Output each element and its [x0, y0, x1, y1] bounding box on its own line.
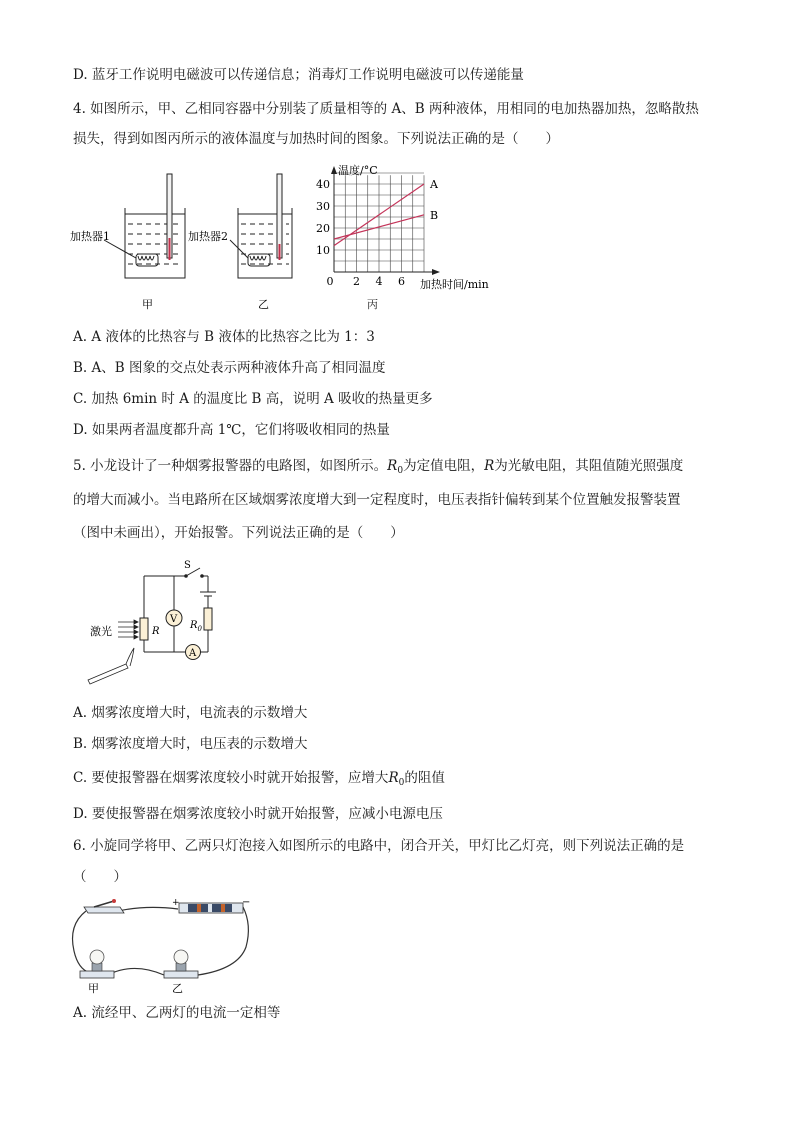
q5-circuit-figure [82, 556, 252, 686]
q5-stem-part-b: 为定值电阻， [403, 458, 485, 474]
chart-axes [331, 166, 440, 275]
x-tick-label: 6 [398, 275, 405, 288]
q5-option-c-subscript: 0 [398, 778, 405, 788]
q4-option-d: D. 如果两者温度都升高 1℃，它们将吸收相同的热量 [73, 422, 390, 438]
y-tick-label: 10 [316, 244, 330, 257]
switch-contact [200, 574, 204, 578]
laser-arrows [118, 620, 138, 639]
q5-stem-part-a: 5. 小龙设计了一种烟雾报警器的电路图，如图所示。 [73, 458, 388, 474]
resistor-r0 [204, 608, 212, 630]
beaker-yi [230, 174, 292, 278]
voltmeter-label: V [170, 614, 178, 625]
q5-stem-line3: （图中未画出），开始报警。下列说法正确的是（ ） [73, 525, 404, 541]
switch-label: S [184, 560, 191, 571]
y-axis-arrow [331, 166, 337, 174]
battery-minus-label: − [242, 897, 251, 908]
x-axis-arrow [432, 269, 440, 275]
q6-stem-line1: 6. 小旋同学将甲、乙两只灯泡接入如图所示的电路中，闭合开关，甲灯比乙灯亮，则下列说法正确的是 [73, 838, 685, 854]
q5-option-c-part-a: C. 要使报警器在烟雾浓度较小时就开始报警，应增大 [73, 770, 389, 786]
lamp-jia-label: 甲 [88, 982, 99, 995]
bulb-yi-icon [174, 950, 188, 964]
lamp-jia [80, 950, 114, 978]
y-tick-label: 20 [316, 222, 330, 235]
q5-stem-part-c: 为光敏电阻，其阻值随光照强度 [494, 458, 684, 474]
y-tick-label: 30 [316, 200, 330, 213]
series-label-A: A [430, 178, 438, 191]
beaker-jia [104, 174, 185, 278]
q5-option-c-part-b: 的阻值 [404, 770, 445, 786]
q4-stem-line1: 4. 如图所示，甲、乙相同容器中分别装了质量相等的 A、B 两种液体，用相同的电加热器加热，忽略散热 [73, 101, 699, 117]
heater2-label: 加热器2 [188, 230, 228, 243]
q4-stem-line2: 损失，得到如图丙所示的液体温度与加热时间的图象。下列说法正确的是（ ） [73, 131, 559, 147]
q4-option-c: C. 加热 6min 时 A 的温度比 B 高，说明 A 吸收的热量更多 [73, 391, 433, 407]
q5-r0-symbol: R [387, 458, 398, 474]
q5-option-c-symbol: R [388, 770, 399, 786]
battery-holder [179, 903, 243, 913]
heater1-label: 加热器1 [70, 230, 110, 243]
y-tick-label: 40 [316, 178, 330, 191]
switch-pivot [184, 574, 188, 578]
q4-option-a: A. A 液体的比热容与 B 液体的比热容之比为 1：3 [73, 329, 375, 345]
resistor-r [140, 618, 148, 640]
series-label-B: B [430, 208, 439, 222]
laser-label: 激光 [90, 625, 112, 638]
q6-circuit-figure [66, 895, 256, 995]
chart-series [334, 178, 439, 246]
chart-x-label: 加热时间/min [420, 278, 489, 291]
q4-option-b: B. A、B 图象的交点处表示两种液体升高了相同温度 [73, 360, 386, 376]
r-label: R [152, 626, 160, 637]
caption-bing: 丙 [367, 298, 378, 311]
lamp-yi-label: 乙 [172, 982, 183, 995]
battery-plus-label: + [172, 898, 180, 908]
q6-stem-line2: （ ） [73, 869, 127, 885]
x-tick-label: 4 [375, 275, 383, 288]
q5-stem-line1 [73, 457, 683, 480]
q5-r0-subscript: 0 [397, 466, 404, 476]
q5-option-c [73, 769, 445, 792]
q4-beakers-figure [70, 168, 300, 318]
cigarette-icon [88, 648, 134, 684]
caption-jia: 甲 [142, 298, 153, 311]
switch-knob-icon [112, 899, 116, 903]
q6-option-a: A. 流经甲、乙两灯的电流一定相等 [73, 1005, 281, 1021]
lamp-yi [164, 950, 198, 978]
chart-y-label: 温度/°C [338, 164, 378, 177]
chart-grid [334, 173, 424, 272]
knife-switch [84, 899, 124, 913]
q5-r-symbol: R [484, 458, 495, 474]
origin-label: 0 [326, 275, 334, 288]
x-tick-label: 2 [353, 275, 360, 288]
r0-label: $R_0$ [190, 620, 202, 633]
q5-option-b: B. 烟雾浓度增大时，电压表的示数增大 [73, 736, 308, 752]
bulb-jia-icon [90, 950, 104, 964]
q5-stem-line2: 的增大而减小。当电路所在区域烟雾浓度增大到一定程度时，电压表指针偏转到某个位置触发报警装置 [73, 492, 681, 508]
caption-yi: 乙 [258, 298, 269, 311]
q5-option-a: A. 烟雾浓度增大时，电流表的示数增大 [73, 705, 308, 721]
q3-option-d: D. 蓝牙工作说明电磁波可以传递信息；消毒灯工作说明电磁波可以传递能量 [73, 67, 524, 83]
q4-temperature-chart [308, 162, 508, 312]
ammeter-label: A [189, 648, 197, 659]
q5-option-d: D. 要使报警器在烟雾浓度较小时就开始报警，应减小电源电压 [73, 806, 443, 822]
